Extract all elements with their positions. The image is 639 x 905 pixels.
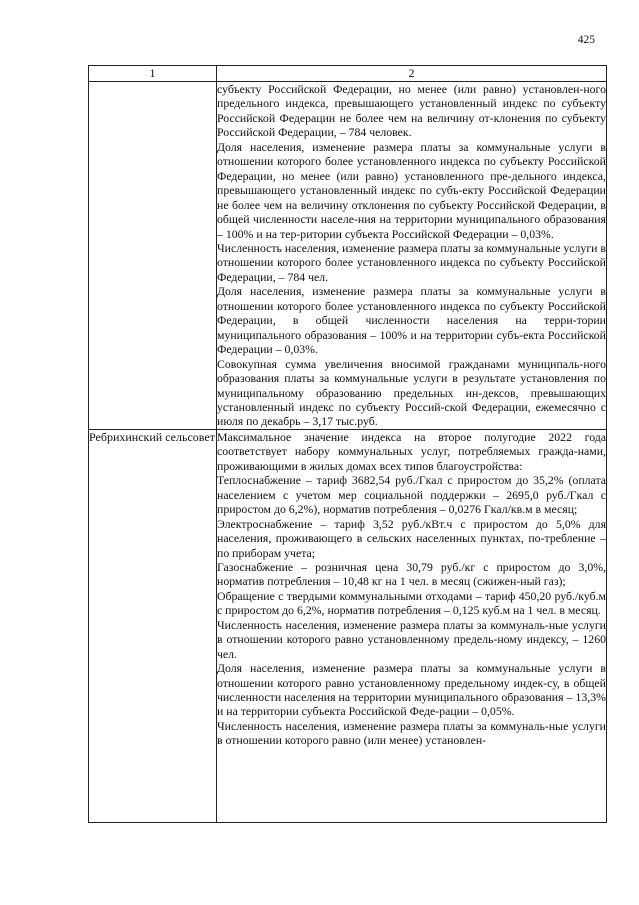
indices-table [88,65,607,823]
page-number: 425 [577,34,595,46]
row-content [217,429,607,822]
paragraph: Теплоснабжение – тариф 3682,54 руб./Гкал с приростом до 35,2% (оплата населением с учетом мер социальной поддержки – 2695,0 руб./Гкал с приростом до 6,2%), норматив потребления – 0,0276 Гкал/кв.м в месяц; [217,473,606,517]
paragraph: субъекту Российской Федерации, но менее (или равно) установлен-ного предельного индекса, превышающего установленный индекс по субъекту Российской Федерации не более чем на величину от-клонения по субъекту Российской Федерации, – 784 человек. [217,82,606,140]
paragraph: Доля населения, изменение размера платы за коммунальные услуги в отношении которого более установленного индекса по субъекту Российской Федерации, но менее (или равно) установленного пре-дельного индекса, превышающего установленный индекс по субъ-екту Российской Федерации не более чем на величину отклонения по субъекту Российской Федерации, в общей численности населе-ния на территории муниципального образования – 100% и на тер-ритории субъекта Российской Федерации – 0,03%. [217,139,606,241]
paragraph: Доля населения, изменение размера платы за коммунальные услуги в отношении которого более установленного индекса по субъекту Российской Федерации, в общей численности населения на терри-тории муниципального образования – 100% и на территории субъ-екта Российской Федерации – 0,03%. [217,284,606,357]
paragraph: Доля населения, изменение размера платы за коммунальные услуги в отношении которого равно установленному предельному индек-су, в общей численности населения на территории муниципального образования – 13,3% и на территории субъекта Российской Феде-рации – 0,05%. [217,661,606,719]
row-content [217,82,607,430]
paragraph: Обращение с твердыми коммунальными отходами – тариф 450,20 руб./куб.м с приростом до 6,2%, норматив потребления – 0,125 куб.м на 1 чел. в месяц. [217,588,606,618]
row-label-rebrikhinsky: Ребрихинский сельсовет [89,429,217,822]
table-row [89,82,607,430]
paragraph: Численность населения, изменение размера платы за коммунальные услуги в отношении которого более установленного индекса по субъекту Российской Федерации, – 784 чел. [217,240,606,284]
paragraph: Численность населения, изменение размера платы за коммуналь-ные услуги в отношении которого равно (или менее) установлен- [217,718,606,748]
table-header-row [89,66,607,82]
row-label [89,82,217,430]
paragraph: Максимальное значение индекса на второе полугодие 2022 года соответствует набору коммунальных услуг, потребляемых гражда-нами, проживающими в жилых домах всех типов благоустройства: [217,429,606,473]
column-header-2: 2 [217,66,607,82]
table-row [89,429,607,822]
paragraph: Численность населения, изменение размера платы за коммуналь-ные услуги в отношении которого равно установленному предель-ному индексу, – 1260 чел. [217,617,606,661]
paragraph: Электроснабжение – тариф 3,52 руб./кВт.ч с приростом до 5,0% для населения, проживающего в сельских населенных пунктах, по-требление – по приборам учета; [217,516,606,560]
paragraph: Совокупная сумма увеличения вносимой гражданами муниципаль-ного образования платы за коммунальные услуги в результате установления по муниципальному образованию предельных ин-дексов, превышающих установленный индекс по субъекту Россий-ской Федерации, ежемесячно с июля по декабрь – 3,17 тыс.руб. [217,356,606,429]
column-header-1: 1 [89,66,217,82]
paragraph: Газоснабжение – розничная цена 30,79 руб./кг с приростом до 3,0%, норматив потребления – 10,48 кг на 1 чел. в месяц (сжижен-ный газ); [217,559,606,589]
